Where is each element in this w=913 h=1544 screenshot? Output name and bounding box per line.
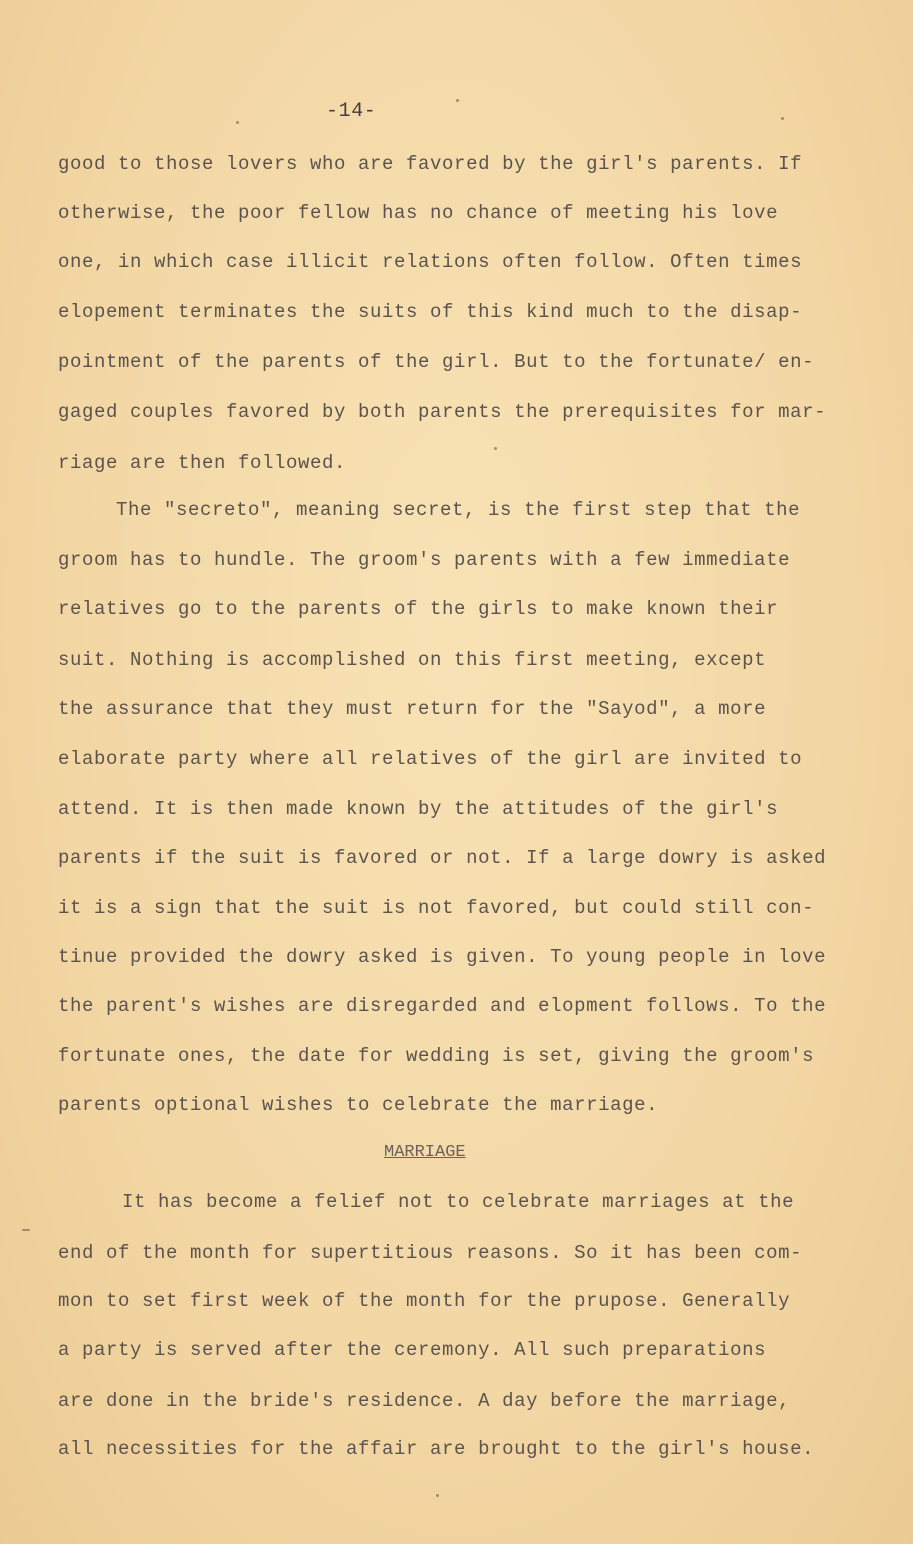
text-line: elaborate party where all relatives of the girl are invited to — [58, 748, 803, 770]
text-line: are done in the bride's residence. A day before the marriage, — [58, 1390, 791, 1412]
text-line: relatives go to the parents of the girls to make known their — [58, 598, 779, 620]
text-line: good to those lovers who are favored by the girl's parents. If — [58, 153, 803, 175]
text-line: groom has to hundle. The groom's parents with a few immediate — [58, 549, 791, 571]
paper-speck — [781, 117, 784, 120]
text-line: The "secreto", meaning secret, is the first step that the — [116, 499, 801, 521]
section-heading: MARRIAGE — [384, 1143, 466, 1162]
text-line: riage are then followed. — [58, 452, 347, 474]
text-line: gaged couples favored by both parents the prerequisites for mar- — [58, 401, 827, 423]
text-line: attend. It is then made known by the attitudes of the girl's — [58, 798, 779, 820]
text-line: the parent's wishes are disregarded and elopment follows. To the — [58, 995, 827, 1017]
paper-speck — [22, 1229, 30, 1231]
text-line: all necessities for the affair are brought to the girl's house. — [58, 1438, 815, 1460]
text-line: parents if the suit is favored or not. If a large dowry is asked — [58, 847, 827, 869]
text-line: one, in which case illicit relations often follow. Often times — [58, 251, 803, 273]
text-line: It has become a felief not to celebrate marriages at the — [122, 1191, 795, 1213]
paper-speck — [494, 447, 497, 450]
paper-speck — [436, 1494, 439, 1497]
paper-speck — [236, 121, 239, 124]
text-line: mon to set first week of the month for the prupose. Generally — [58, 1290, 791, 1312]
text-line: tinue provided the dowry asked is given. To young people in love — [58, 946, 827, 968]
text-line: elopement terminates the suits of this kind much to the disap- — [58, 301, 803, 323]
text-line: pointment of the parents of the girl. But to the fortunate/ en- — [58, 351, 815, 373]
text-line: suit. Nothing is accomplished on this first meeting, except — [58, 649, 767, 671]
text-line: a party is served after the ceremony. All such preparations — [58, 1339, 767, 1361]
text-line: the assurance that they must return for the "Sayod", a more — [58, 698, 767, 720]
text-line: it is a sign that the suit is not favored, but could still con- — [58, 897, 815, 919]
text-line: fortunate ones, the date for wedding is set, giving the groom's — [58, 1045, 815, 1067]
page-number: -14- — [326, 100, 377, 123]
text-line: parents optional wishes to celebrate the marriage. — [58, 1094, 659, 1116]
paper-speck — [456, 99, 459, 102]
text-line: otherwise, the poor fellow has no chance of meeting his love — [58, 202, 779, 224]
text-line: end of the month for supertitious reasons. So it has been com- — [58, 1242, 803, 1264]
